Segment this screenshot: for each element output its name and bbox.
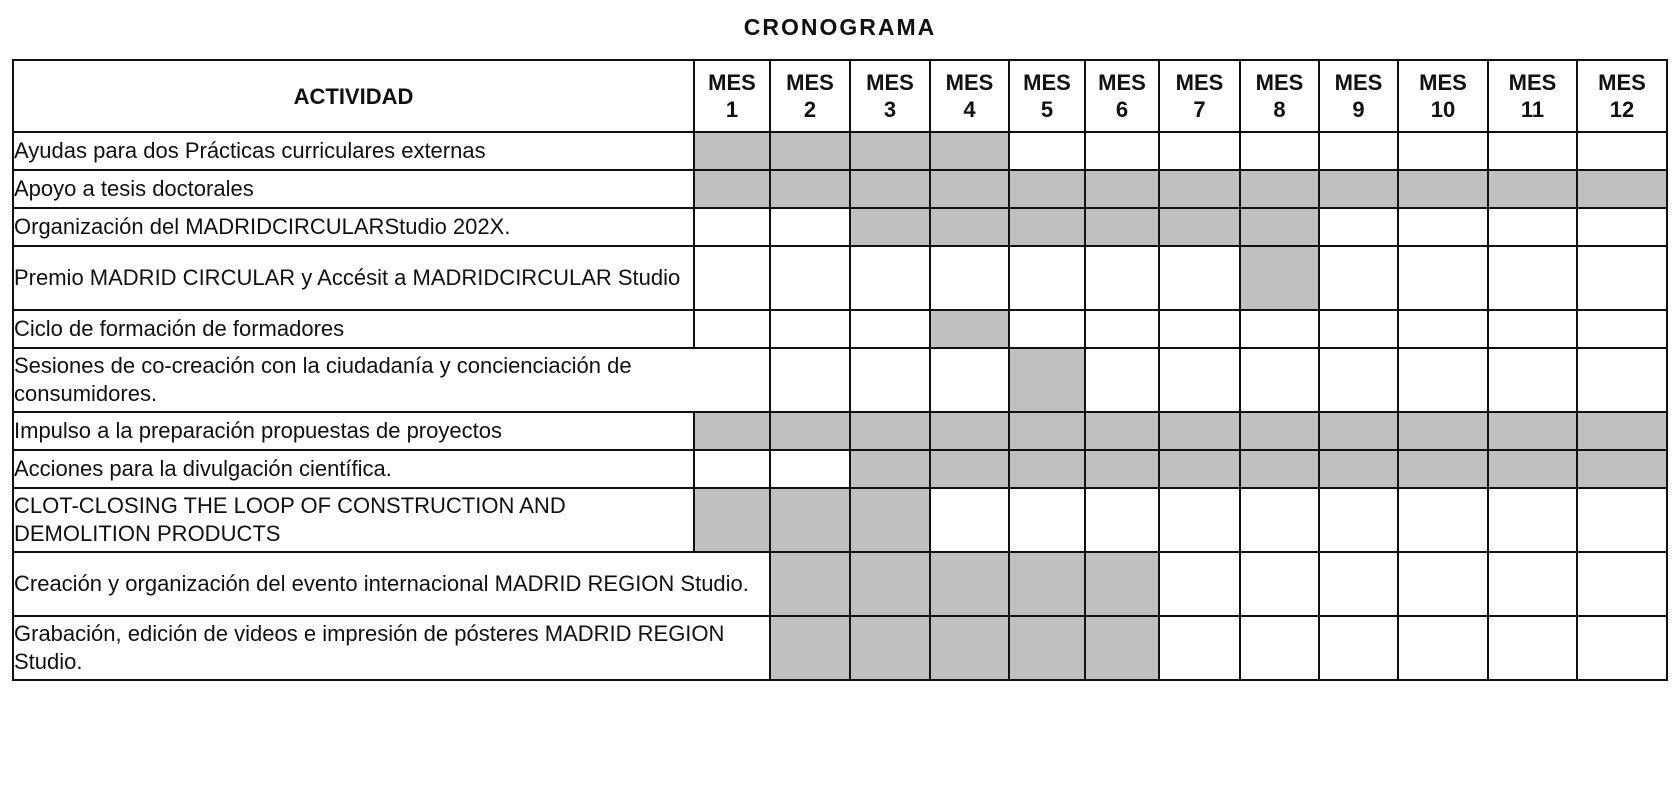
month-header-label: MES xyxy=(786,70,834,95)
schedule-cell-active xyxy=(1577,412,1667,450)
month-header-label: MES xyxy=(1023,70,1071,95)
header-row xyxy=(13,60,1667,132)
schedule-cell-active xyxy=(1085,170,1159,208)
month-header-number: 6 xyxy=(1115,97,1129,122)
month-header-1 xyxy=(694,60,770,132)
schedule-cell-empty xyxy=(850,348,930,412)
schedule-cell-empty xyxy=(1159,616,1240,680)
schedule-cell-empty xyxy=(1488,348,1577,412)
month-header-number: 7 xyxy=(1193,97,1206,122)
schedule-cell-active xyxy=(1240,246,1319,310)
schedule-cell-empty xyxy=(1319,552,1398,616)
schedule-cell-active xyxy=(770,132,850,170)
month-header-5 xyxy=(1009,60,1085,132)
schedule-cell-active xyxy=(850,132,930,170)
schedule-cell-empty xyxy=(1240,132,1319,170)
schedule-cell-empty xyxy=(1577,616,1667,680)
schedule-cell-active xyxy=(930,552,1009,616)
table-row xyxy=(13,616,1667,680)
schedule-cell-empty xyxy=(1009,310,1085,348)
schedule-cell-active xyxy=(1159,208,1240,246)
schedule-cell-empty xyxy=(1319,348,1398,412)
month-header-number: 4 xyxy=(963,97,976,122)
schedule-cell-active xyxy=(850,412,930,450)
schedule-cell-active xyxy=(850,488,930,552)
schedule-cell-empty xyxy=(1398,348,1488,412)
schedule-cell-active xyxy=(1085,208,1159,246)
schedule-cell-empty xyxy=(770,246,850,310)
schedule-cell-empty xyxy=(1577,310,1667,348)
schedule-cell-empty xyxy=(1009,488,1085,552)
schedule-cell-empty xyxy=(770,208,850,246)
schedule-cell-empty xyxy=(1398,246,1488,310)
schedule-cell-active xyxy=(1009,552,1085,616)
schedule-cell-empty xyxy=(694,450,770,488)
schedule-cell-active xyxy=(694,488,770,552)
schedule-cell-empty xyxy=(1085,488,1159,552)
schedule-cell-empty xyxy=(1319,616,1398,680)
schedule-cell-active xyxy=(1398,450,1488,488)
activity-label: CLOT-CLOSING THE LOOP OF CONSTRUCTION AND DEMOLITION PRODUCTS xyxy=(13,488,694,552)
schedule-cell-empty xyxy=(1577,208,1667,246)
schedule-cell-active xyxy=(1488,412,1577,450)
schedule-cell-active xyxy=(930,412,1009,450)
schedule-cell-active xyxy=(930,132,1009,170)
schedule-cell-empty xyxy=(1577,552,1667,616)
schedule-cell-active xyxy=(1488,450,1577,488)
schedule-cell-active xyxy=(770,488,850,552)
schedule-cell-empty xyxy=(1488,552,1577,616)
month-header-label: MES xyxy=(1508,70,1557,95)
month-header-label: MES xyxy=(945,70,994,95)
month-header-label: MES xyxy=(1334,70,1383,95)
schedule-cell-empty xyxy=(1577,132,1667,170)
table-row xyxy=(13,170,1667,208)
schedule-cell-empty xyxy=(1009,132,1085,170)
schedule-cell-active xyxy=(850,450,930,488)
table-row xyxy=(13,488,1667,552)
schedule-cell-active xyxy=(1577,170,1667,208)
schedule-cell-active xyxy=(1085,412,1159,450)
schedule-cell-active xyxy=(1009,616,1085,680)
schedule-cell-empty xyxy=(930,246,1009,310)
table-row xyxy=(13,412,1667,450)
schedule-cell-empty xyxy=(1240,310,1319,348)
table-row xyxy=(13,310,1667,348)
schedule-cell-active xyxy=(1319,412,1398,450)
schedule-cell-empty xyxy=(1240,616,1319,680)
schedule-cell-active xyxy=(1009,208,1085,246)
month-header-number: 2 xyxy=(803,97,817,122)
month-header-label: MES xyxy=(708,70,756,95)
schedule-cell-empty xyxy=(1240,348,1319,412)
schedule-cell-empty xyxy=(1488,616,1577,680)
schedule-cell-active xyxy=(1085,450,1159,488)
table-row xyxy=(13,552,1667,616)
schedule-cell-empty xyxy=(1009,246,1085,310)
schedule-cell-empty xyxy=(1159,348,1240,412)
schedule-cell-active xyxy=(1009,412,1085,450)
schedule-cell-active xyxy=(1159,412,1240,450)
schedule-cell-active xyxy=(1009,450,1085,488)
schedule-cell-active xyxy=(1159,450,1240,488)
schedule-cell-active xyxy=(1159,170,1240,208)
schedule-cell-empty xyxy=(1159,132,1240,170)
table-row xyxy=(13,246,1667,310)
schedule-cell-empty xyxy=(1319,208,1398,246)
schedule-cell-empty xyxy=(1488,246,1577,310)
schedule-cell-empty xyxy=(1488,488,1577,552)
schedule-cell-active xyxy=(1398,412,1488,450)
month-header-number: 10 xyxy=(1430,97,1456,122)
schedule-cell-active xyxy=(1577,450,1667,488)
schedule-cell-empty xyxy=(694,246,770,310)
schedule-table xyxy=(12,59,1668,681)
schedule-cell-empty xyxy=(694,208,770,246)
month-header-number: 5 xyxy=(1040,97,1054,122)
month-header-label: MES xyxy=(1255,70,1304,95)
schedule-cell-active xyxy=(770,552,850,616)
month-header-2 xyxy=(770,60,850,132)
schedule-cell-active xyxy=(1319,170,1398,208)
schedule-cell-empty xyxy=(1159,552,1240,616)
schedule-cell-empty xyxy=(1240,488,1319,552)
month-header-label: MES xyxy=(1419,70,1467,95)
page-title: CRONOGRAMA xyxy=(743,14,937,40)
schedule-cell-empty xyxy=(1398,616,1488,680)
month-header-7 xyxy=(1159,60,1240,132)
activity-label: Premio MADRID CIRCULAR y Accésit a MADRIDCIRCULAR Studio xyxy=(13,246,694,310)
schedule-cell-empty xyxy=(1319,246,1398,310)
schedule-cell-active xyxy=(930,616,1009,680)
month-header-label: MES xyxy=(1598,70,1646,95)
schedule-cell-active xyxy=(1240,412,1319,450)
schedule-cell-empty xyxy=(1398,310,1488,348)
schedule-cell-empty xyxy=(1398,132,1488,170)
schedule-cell-empty xyxy=(1398,552,1488,616)
schedule-cell-empty xyxy=(1240,552,1319,616)
activity-header: ACTIVIDAD xyxy=(13,60,694,132)
month-header-number: 8 xyxy=(1273,97,1286,122)
schedule-cell-active xyxy=(930,208,1009,246)
month-header-label: MES xyxy=(1098,70,1146,95)
activity-label: Grabación, edición de videos e impresión de pósteres MADRID REGION Studio. xyxy=(13,616,770,680)
schedule-cell-empty xyxy=(770,310,850,348)
schedule-cell-active xyxy=(1009,170,1085,208)
activity-label: Impulso a la preparación propuestas de proyectos xyxy=(13,412,694,450)
schedule-cell-active xyxy=(770,616,850,680)
schedule-cell-empty xyxy=(1398,488,1488,552)
schedule-cell-active xyxy=(930,450,1009,488)
month-header-12 xyxy=(1577,60,1667,132)
schedule-cell-active xyxy=(694,412,770,450)
schedule-cell-empty xyxy=(1159,246,1240,310)
schedule-cell-empty xyxy=(1159,310,1240,348)
schedule-cell-active xyxy=(1085,552,1159,616)
month-header-number: 3 xyxy=(883,97,897,122)
schedule-cell-empty xyxy=(1577,246,1667,310)
month-header-11 xyxy=(1488,60,1577,132)
month-header-9 xyxy=(1319,60,1398,132)
activity-label: Apoyo a tesis doctorales xyxy=(13,170,694,208)
month-header-label: MES xyxy=(866,70,914,95)
table-row xyxy=(13,348,1667,412)
schedule-cell-empty xyxy=(850,310,930,348)
schedule-cell-empty xyxy=(1319,310,1398,348)
schedule-cell-active xyxy=(770,170,850,208)
table-row xyxy=(13,208,1667,246)
schedule-cell-empty xyxy=(930,488,1009,552)
schedule-cell-empty xyxy=(770,348,850,412)
month-header-8 xyxy=(1240,60,1319,132)
schedule-cell-empty xyxy=(1488,208,1577,246)
month-header-number: 1 xyxy=(725,97,739,122)
schedule-cell-empty xyxy=(1577,348,1667,412)
month-header-10 xyxy=(1398,60,1488,132)
schedule-cell-active xyxy=(850,552,930,616)
schedule-cell-active xyxy=(1240,208,1319,246)
table-body xyxy=(13,132,1667,680)
schedule-cell-active xyxy=(694,132,770,170)
schedule-cell-empty xyxy=(1488,132,1577,170)
schedule-cell-active xyxy=(850,208,930,246)
schedule-cell-empty xyxy=(1319,488,1398,552)
schedule-cell-empty xyxy=(694,310,770,348)
schedule-cell-active xyxy=(770,412,850,450)
table-row xyxy=(13,450,1667,488)
table-row xyxy=(13,132,1667,170)
month-header-number: 11 xyxy=(1520,97,1545,122)
schedule-cell-active xyxy=(1398,170,1488,208)
schedule-cell-active xyxy=(1009,348,1085,412)
schedule-cell-empty xyxy=(930,348,1009,412)
schedule-cell-empty xyxy=(1398,208,1488,246)
schedule-cell-empty xyxy=(1085,132,1159,170)
schedule-cell-active xyxy=(694,170,770,208)
activity-label: Creación y organización del evento internacional MADRID REGION Studio. xyxy=(13,552,770,616)
schedule-cell-active xyxy=(1240,170,1319,208)
month-header-4 xyxy=(930,60,1009,132)
month-header-6 xyxy=(1085,60,1159,132)
schedule-cell-empty xyxy=(1085,348,1159,412)
schedule-cell-empty xyxy=(1159,488,1240,552)
activity-label: Sesiones de co-creación con la ciudadanía y concienciación de consumidores. xyxy=(13,348,770,412)
schedule-cell-empty xyxy=(850,246,930,310)
schedule-cell-active xyxy=(930,310,1009,348)
schedule-cell-empty xyxy=(1488,310,1577,348)
activity-label: Ayudas para dos Prácticas curriculares externas xyxy=(13,132,694,170)
schedule-cell-empty xyxy=(770,450,850,488)
schedule-cell-active xyxy=(850,170,930,208)
activity-label: Acciones para la divulgación científica. xyxy=(13,450,694,488)
schedule-cell-active xyxy=(1488,170,1577,208)
schedule-cell-empty xyxy=(1085,310,1159,348)
schedule-cell-empty xyxy=(1577,488,1667,552)
schedule-cell-active xyxy=(850,616,930,680)
schedule-cell-active xyxy=(930,170,1009,208)
activity-label: Organización del MADRIDCIRCULARStudio 202X. xyxy=(13,208,694,246)
month-header-number: 9 xyxy=(1352,97,1365,122)
schedule-cell-active xyxy=(1319,450,1398,488)
schedule-cell-empty xyxy=(1085,246,1159,310)
schedule-cell-empty xyxy=(1319,132,1398,170)
schedule-cell-active xyxy=(1240,450,1319,488)
month-header-label: MES xyxy=(1175,70,1224,95)
month-header-3 xyxy=(850,60,930,132)
schedule-cell-active xyxy=(1085,616,1159,680)
activity-label: Ciclo de formación de formadores xyxy=(13,310,694,348)
month-header-number: 12 xyxy=(1609,97,1635,122)
